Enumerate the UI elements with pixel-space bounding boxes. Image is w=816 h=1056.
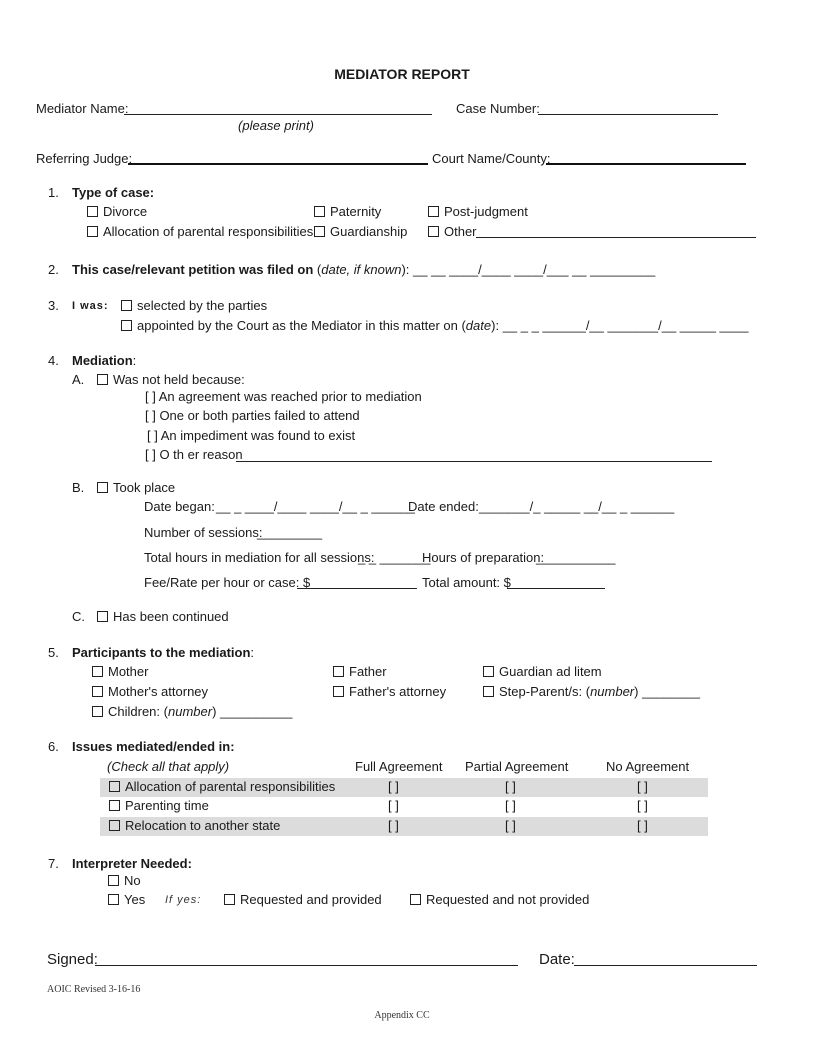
mediator-name-label: Mediator Name:: [36, 101, 129, 116]
case-number-field[interactable]: [538, 102, 718, 115]
section-6-heading: Issues mediated/ended in:: [72, 739, 235, 754]
checkbox[interactable]: [108, 894, 119, 905]
interpreter-yes[interactable]: [108, 892, 145, 908]
issue-label: Relocation to another state: [125, 818, 281, 833]
court-field[interactable]: [546, 151, 746, 165]
section-6-number: 6.: [48, 739, 59, 754]
appendix-label: Appendix CC: [374, 1010, 430, 1021]
case-type-other[interactable]: [428, 224, 477, 240]
sessions-label: Number of sessions:: [144, 525, 263, 540]
relocation-none-bracket[interactable]: [ ]: [637, 818, 648, 833]
option-label: Requested and not provided: [426, 892, 590, 907]
fee-label: Fee/Rate per hour or case: $: [144, 575, 311, 590]
referring-judge-label: Referring Judge:: [36, 151, 133, 166]
issue-label: Allocation of parental responsibilities: [125, 779, 336, 794]
total-hours-label: Total hours in mediation for all sessions:: [144, 550, 375, 565]
issue-relocation[interactable]: [109, 818, 280, 834]
option-label: Divorce: [103, 204, 148, 219]
option-label: Yes: [124, 892, 146, 907]
case-type-divorce[interactable]: [87, 204, 147, 220]
parenting-none-bracket[interactable]: [ ]: [637, 798, 648, 813]
interpreter-not-provided[interactable]: [410, 892, 589, 908]
participant-mother[interactable]: [92, 664, 148, 680]
mediation-took-place[interactable]: [97, 480, 175, 496]
section-3-number: 3.: [48, 298, 59, 313]
check-all-hint: (Check all that apply): [107, 759, 230, 774]
total-amount-field[interactable]: [507, 576, 605, 589]
section-2-heading: This case/relevant petition was filed on: [72, 262, 314, 277]
participant-mothers-attorney[interactable]: [92, 684, 208, 700]
case-type-post-judgment[interactable]: [428, 204, 528, 220]
case-type-guardianship[interactable]: [314, 224, 407, 240]
number-hint: number: [590, 684, 635, 699]
prep-hours-label: Hours of preparation:: [422, 550, 545, 565]
section-2-line: This case/relevant petition was filed on (date, if known): __ __ ____/____ ____/___ __ _________: [72, 262, 656, 277]
allocation-full-bracket[interactable]: [ ]: [388, 779, 399, 794]
section-5-heading-line: [72, 645, 254, 661]
appointed-by-court[interactable]: [121, 318, 748, 334]
interpreter-no[interactable]: [108, 873, 141, 889]
case-type-allocation[interactable]: [87, 224, 313, 240]
option-label: Mother's attorney: [108, 684, 209, 699]
item-a-letter: A.: [72, 372, 85, 387]
checkbox[interactable]: [314, 206, 325, 217]
please-print-text: please print: [242, 118, 310, 133]
date-ended-field[interactable]: _______/_ _____ __/__ _ ______: [479, 499, 675, 514]
checkbox[interactable]: [314, 226, 325, 237]
option-label: No: [124, 873, 141, 888]
revision-note: AOIC Revised 3-16-16: [47, 984, 141, 995]
date-began-field[interactable]: __ _ ____/____ ____/__ _ ______: [216, 499, 415, 514]
option-label: Children:: [108, 704, 161, 719]
checkbox[interactable]: [87, 226, 98, 237]
allocation-partial-bracket[interactable]: [ ]: [505, 779, 516, 794]
reason-agreement-prior[interactable]: [ ] An agreement was reached prior to mediation: [145, 389, 422, 404]
parenting-full-bracket[interactable]: [ ]: [388, 798, 399, 813]
selected-by-parties[interactable]: [121, 298, 267, 314]
option-label: Other: [444, 224, 477, 239]
option-label: Allocation of parental responsibilities: [103, 224, 314, 239]
participant-guardian[interactable]: [483, 664, 602, 680]
item-b-letter: B.: [72, 480, 85, 495]
checkbox[interactable]: [109, 800, 120, 811]
appointed-date-field[interactable]: __ _ _ ______/__ _______/__ _____ ____: [502, 318, 749, 333]
checkbox[interactable]: [97, 482, 108, 493]
checkbox[interactable]: [224, 894, 235, 905]
date-label: Date:: [539, 951, 575, 968]
item-c-letter: C.: [72, 609, 85, 624]
option-label: Paternity: [330, 204, 382, 219]
checkbox[interactable]: [333, 666, 344, 677]
section-5-number: 5.: [48, 645, 59, 660]
checkbox[interactable]: [97, 611, 108, 622]
section-1-number: 1.: [48, 185, 59, 200]
checkbox[interactable]: [92, 666, 103, 677]
participant-father[interactable]: [333, 664, 387, 680]
checkbox[interactable]: [428, 226, 439, 237]
checkbox[interactable]: [121, 300, 132, 311]
colon: :: [250, 645, 255, 660]
option-label: Requested and provided: [240, 892, 382, 907]
page-title: MEDIATOR REPORT: [334, 66, 470, 82]
sessions-field[interactable]: _________: [257, 525, 323, 540]
participant-children[interactable]: Children: (number) __________: [92, 704, 292, 720]
option-label: Guardian ad litem: [499, 664, 602, 679]
option-label: Guardianship: [330, 224, 408, 239]
allocation-none-bracket[interactable]: [ ]: [637, 779, 648, 794]
reason-other[interactable]: [ ] O th er reason: [145, 447, 243, 462]
checkbox[interactable]: [97, 374, 108, 385]
section-7-number: 7.: [48, 856, 59, 871]
case-type-paternity[interactable]: [314, 204, 381, 220]
checkbox[interactable]: [92, 706, 103, 717]
checkbox[interactable]: [108, 875, 119, 886]
participant-step-parent[interactable]: Step-Parent/s: (number) ________: [483, 684, 700, 700]
relocation-partial-bracket[interactable]: [ ]: [505, 818, 516, 833]
mediator-name-field[interactable]: [124, 102, 432, 115]
section-2-number: 2.: [48, 262, 59, 277]
option-label-prefix: appointed by the Court as the Mediator in this matter on (: [137, 318, 466, 333]
col-full-agreement: Full Agreement: [355, 759, 443, 774]
signature-date-field[interactable]: [574, 953, 757, 966]
colon: :: [132, 353, 137, 368]
if-yes-label: If yes:: [165, 894, 202, 906]
issue-allocation[interactable]: [109, 779, 335, 795]
option-label: Father's attorney: [349, 684, 447, 699]
option-label: Was not held because:: [113, 372, 245, 387]
reason-failed-to-attend[interactable]: [ ] One or both parties failed to attend: [145, 408, 360, 423]
section-1-heading: Type of case:: [72, 185, 155, 200]
checkbox[interactable]: [109, 820, 120, 831]
option-label: Mother: [108, 664, 149, 679]
date-ended-label: Date ended:: [408, 499, 479, 514]
checkbox[interactable]: [87, 206, 98, 217]
checkbox[interactable]: [483, 666, 494, 677]
parenting-partial-bracket[interactable]: [ ]: [505, 798, 516, 813]
checkbox[interactable]: [483, 686, 494, 697]
col-partial-agreement: Partial Agreement: [465, 759, 569, 774]
case-number-label: Case Number:: [456, 101, 540, 116]
col-no-agreement: No Agreement: [606, 759, 690, 774]
relocation-full-bracket[interactable]: [ ]: [388, 818, 399, 833]
date-hint: date, if known: [321, 262, 402, 277]
referring-judge-field[interactable]: [128, 151, 428, 165]
interpreter-provided[interactable]: [224, 892, 382, 908]
option-label: Post-judgment: [444, 204, 528, 219]
total-hours-field[interactable]: _ _ _______: [358, 550, 431, 565]
checkbox[interactable]: [410, 894, 421, 905]
section-7-heading: Interpreter Needed:: [72, 856, 192, 871]
section-4-heading-line: [72, 353, 136, 369]
total-amount-label: Total amount: $: [422, 575, 511, 590]
checkbox[interactable]: [121, 320, 132, 331]
signature-field[interactable]: [95, 953, 518, 966]
date-hint: date: [465, 318, 492, 333]
signed-label: Signed:: [47, 951, 98, 968]
step-parent-count-field[interactable]: ________: [642, 684, 700, 699]
option-label: Step-Parent/s:: [499, 684, 583, 699]
checkbox[interactable]: [428, 206, 439, 217]
option-label: selected by the parties: [137, 298, 268, 313]
option-label: Has been continued: [113, 609, 229, 624]
participant-fathers-attorney[interactable]: [333, 684, 446, 700]
filed-date-field[interactable]: __ __ ____/____ ____/___ __ _________: [413, 262, 656, 277]
issue-label: Parenting time: [125, 798, 209, 813]
fee-field[interactable]: [297, 576, 417, 589]
please-print-hint: (please print): [238, 118, 314, 133]
issue-parenting-time[interactable]: [109, 798, 209, 814]
check-all-text: Check all that apply: [111, 759, 225, 774]
other-reason-field[interactable]: [236, 449, 712, 462]
option-label: Took place: [113, 480, 176, 495]
checkbox[interactable]: [109, 781, 120, 792]
checkbox[interactable]: [92, 686, 103, 697]
court-label: Court Name/County:: [432, 151, 551, 166]
section-3-heading: I was:: [72, 300, 109, 312]
mediation-continued[interactable]: [97, 609, 229, 625]
children-count-field[interactable]: __________: [220, 704, 293, 719]
prep-hours-field[interactable]: ___________: [536, 550, 616, 565]
option-label-suffix: ):: [491, 318, 500, 333]
option-label: Father: [349, 664, 387, 679]
section-5-heading: Participants to the mediation: [72, 645, 251, 660]
date-began-label: Date began:: [144, 499, 215, 514]
checkbox[interactable]: [333, 686, 344, 697]
section-4-heading: Mediation: [72, 353, 133, 368]
section-4-number: 4.: [48, 353, 59, 368]
reason-impediment[interactable]: [ ] An impediment was found to exist: [147, 428, 356, 443]
mediation-not-held[interactable]: [97, 372, 245, 388]
number-hint: number: [167, 704, 213, 719]
other-case-type-field[interactable]: [476, 225, 756, 238]
